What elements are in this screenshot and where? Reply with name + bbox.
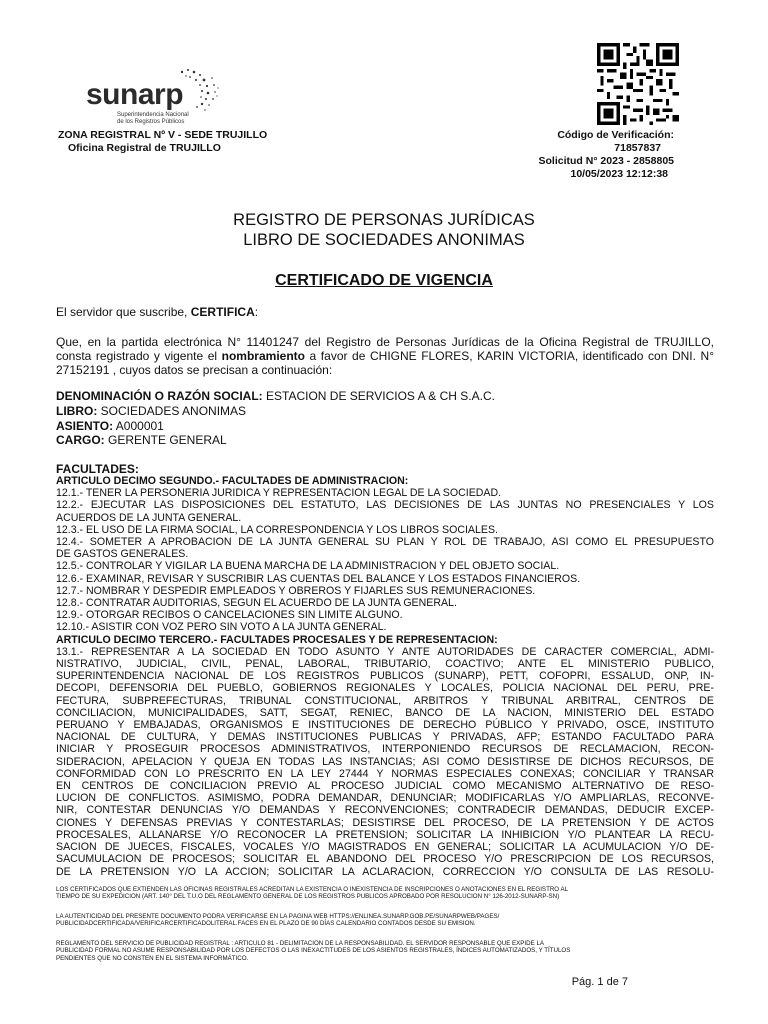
clause-12-1: 12.1.- TENER LA PERSONERIA JURIDICA Y REPRESENTACION LEGAL DE LA SOCIEDAD. [56,487,502,500]
clause-13-1-line: FECTURA, SUBPREFECTURAS, TRIBUNAL CONSTITUCIONAL, ARBITROS Y TRIBUNAL ARBITRAL, CENTROS DE [56,694,714,707]
oficina-registral: Oficina Registral de TRUJILLO [68,142,221,154]
cargo-field: CARGO: GERENTE GENERAL [56,433,227,447]
book-title: LIBRO DE SOCIEDADES ANONIMAS [243,231,525,249]
zona-registral: ZONA REGISTRAL Nº V - SEDE TRUJILLO [58,129,268,141]
clause-13-1-line: CIONES Y DEFENSAS PREVIAS Y CONTESTARLAS; DESISTIRSE DEL PROCESO, DE LA PRETENSION Y DE ACTOS [56,816,714,829]
clause-13-1-line: SUPERINTENDENCIA NACIONAL DE LOS REGISTROS PUBLICOS (SUNARP), PETT, COFOPRI, ESSALUD, ONP, IN- [56,670,714,683]
clause-12-3: 12.3.- EL USO DE LA FIRMA SOCIAL, LA CORRESPONDENCIA Y LOS LIBROS SOCIALES. [56,523,498,536]
verification-label: Código de Verificación: [557,129,674,141]
clause-13-1-line: NIR, CONTESTAR DENUNCIAS Y/O DEMANDAS Y RECONVENCIONES; CONTRADECIR DEMANDAS, DEDUCIR EXCEP- [56,804,714,817]
logo-subtitle-1: Superintendencia Nacional [117,112,189,118]
clause-13-1-line: SACUMULACION DE PROCESOS; SOLICITAR EL ABANDONO DEL PROCESO Y/O PRESCRIPCION DE LOS RECURSOS, [56,853,714,866]
clause-13-1-line: CONCILIACION, MUNICIPALIDADES, SATT, SEGAT, RENIEC, BANCO DE LA NACION, MINISTERIO DEL ESTADO [56,706,714,719]
intro-line: El servidor que suscribe, CERTIFICA: [56,305,259,319]
facultades-heading: FACULTADES: [56,462,139,476]
clause-12-2-cont: ACUERDOS DE LA JUNTA GENERAL. [56,511,242,524]
denominacion-field: DENOMINACIÓN O RAZÓN SOCIAL: ESTACION DE SERVICIOS A & CH S.A.C. [56,389,495,403]
verification-code: 71857837 [614,142,661,154]
clause-13-1-line: NISTRATIVO, JUDICIAL, CIVIL, PENAL, LABORAL, TRIBUTARIO, COACTIVO; ANTE EL MINISTERIO PUBLICO, [56,658,714,671]
clause-13-1-line: INICIAR Y PROSEGUIR PROCESOS ADMINISTRATIVOS, INTERPONIENDO RECURSOS DE RECLAMACION, RECON- [56,743,714,756]
clause-13-1-line: PROCESALES, ALLANARSE Y/O RECONOCER LA PRETENSION; SOLICITAR LA INHIBICION Y/O PLANTEAR LA RECU- [56,828,714,841]
clause-13-1-line: SACION DE JUECES, FISCALES, VOCALES Y/O MAGISTRADOS EN GENERAL; SOLICITAR LA ACUMULACION Y/O DE- [56,841,714,854]
clause-13-1-line: PERUANO Y EMBAJADAS, ORGANISMOS E INSTITUCIONES DE DERECHO PÚBLICO Y PRIVADO, OSCE, INSTITUTO [56,719,714,732]
clause-13-1-line: SIDERACION, APELACION Y QUEJA EN TODAS LAS INSTANCIAS; ASI COMO DESISTIRSE DE DICHOS RECURSOS, DE [56,755,714,768]
clause-12-5: 12.5.- CONTROLAR Y VIGILAR LA BUENA MARCHA DE LA ADMINISTRACION Y DEL OBJETO SOCIAL. [56,560,560,573]
facultades-body [56,475,714,878]
clause-13-1-line: EN CENTROS DE CONCILIACION PREVIO AL PROCESO JUDICIAL COMO MECANISMO ALTERNATIVO DE RESO- [56,780,714,793]
libro-field: LIBRO: SOCIEDADES ANONIMAS [56,404,247,418]
article-12-heading: ARTICULO DECIMO SEGUNDO.- FACULTADES DE ADMINISTRACION: [56,475,409,487]
clause-12-10: 12.10.- ASISTIR CON VOZ PERO SIN VOTO A LA JUNTA GENERAL. [56,621,387,634]
request-number: Solicitud N° 2023 - 2858805 [538,155,674,167]
clause-13-1-line: DE LA PRETENSION Y/O LA ACCION; SOLICITAR LA ACLARACION, CORRECCION Y/O CONSULTA DE LAS RESOLU- [56,865,714,878]
footer-note-2: LA AUTENTICIDAD DEL PRESENTE DOCUMENTO PODRÁ VERIFICARSE EN LA PÁGINA WEB HTTPS://ENLINEA.SUNARP.GOB.PE/SUNARPWEB/PAGES/ PUBLICIDADCERTIFICADA/VERIFICARCERTIFICADOLITERAL.FACES EN EL PLAZO DE 90 DÍAS CALENDARIO CONTADOS DESDE SU EMISION. [56,913,500,928]
clause-12-7: 12.7.- NOMBRAR Y DESPEDIR EMPLEADOS Y OBREROS Y FIJARLES SUS REMUNERACIONES. [56,584,536,597]
logo-subtitle-2: de los Registros Públicos [117,119,185,125]
clause-13-1-line: NACIONAL DE CULTURA, Y DEMAS INSTITUCIONES PUBLICAS Y PRIVADAS, AFP; ESTANDO FACULTADO PARA [56,731,714,744]
registry-title: REGISTRO DE PERSONAS JURÍDICAS [233,211,535,229]
intro-paragraph: Que, en la partida electrónica N° 11401247 del Registro de Personas Jurídicas de la Oficina Registral de TRUJILLO, consta registrado y vigente el nombramiento a favor de CHIGNE FLORES, KARIN VICTORIA, identificado con DNI. N° 27152191 , cuyos datos se precisan a continuación: [56,335,715,377]
article-13-heading: ARTICULO DECIMO TERCERO.- FACULTADES PROCESALES Y DE REPRESENTACION: [56,633,498,646]
certificate-title: CERTIFICADO DE VIGENCIA [275,272,493,289]
clause-13-1-line: LUCION DE CONFLICTOS. ASIMISMO, PODRA DEMANDAR, DENUNCIAR; MODIFICARLAS Y/O AMPLIARLAS, RECONVE- [56,792,714,805]
clause-13-1-line: CONFORMIDAD CON LO PRESCRITO EN LA LEY 27444 Y NORMAS ESPECIALES CONEXAS; CONCILIAR Y TRANSAR [56,767,714,780]
asiento-field: ASIENTO: A000001 [56,419,164,433]
clause-12-6: 12.6.- EXAMINAR, REVISAR Y SUSCRIBIR LAS CUENTAS DEL BALANCE Y LOS ESTADOS FINANCIEROS. [56,572,581,585]
footer-note-3: REGLAMENTO DEL SERVICIO DE PUBLICIDAD REGISTRAL : ARTÍCULO 81 - DELIMITACIÓN DE LA RESPONSABILIDAD. EL SERVIDOR RESPONSABLE QUE EXPIDE LA PUBLICIDAD FORMAL NO ASUME RESPONSABILIDAD POR LOS DEFECTOS O LAS INEXACTITUDES DE LOS ASIENTOS REGISTRALES, ÍNDICES AUTOMATIZADOS, Y TÍTULOS PENDIENTES QUE NO CONSTEN EN EL SISTEMA INFORMÁTICO. [56,940,571,962]
clause-12-2: 12.2.- EJECUTAR LAS DISPOSICIONES DEL ESTATUTO, LAS DECISIONES DE LAS JUNTAS NO PRESENCIALES Y LOS [56,499,714,512]
clause-12-4-cont: DE GASTOS GENERALES. [56,548,189,561]
qr-code [597,43,679,125]
sunarp-logo [86,66,236,128]
clause-12-4: 12.4.- SOMETER A APROBACION DE LA JUNTA GENERAL SU PLAN Y ROL DE TRABAJO, ASI COMO EL PRESUPUESTO [56,536,714,549]
page-number: Pág. 1 de 7 [571,976,628,988]
request-datetime: 10/05/2023 12:12:38 [570,168,668,180]
footer-note-1: LOS CERTIFICADOS QUE EXTIENDEN LAS OFICINAS REGISTRALES ACREDITAN LA EXISTENCIA O INEXISTENCIA DE INSCRIPCIONES O ANOTACIONES EN EL REGISTRO AL TIEMPO DE SU EXPEDICION (ART. 140° DEL T.U.O DEL REGLAMENTO GENERAL DE LOS REGISTROS PUBLICOS APROBADO POR RESOLUCION N° 126-2012-SUNARP-SN) [56,886,569,901]
clause-12-9: 12.9.- OTORGAR RECIBOS O CANCELACIONES SIN LIMITE ALGUNO. [56,609,403,622]
clause-13-1-line: 13.1.- REPRESENTAR A LA SOCIEDAD EN TODO ASUNTO Y ANTE AUTORIDADES DE CARACTER COMERCIAL, ADMI- [56,645,714,658]
clause-13-1-line: DECOPI, DEFENSORIA DEL PUEBLO, GOBIERNOS REGIONALES Y LOCALES, POLICIA NACIONAL DEL PERU, PRE- [56,682,714,695]
clause-12-8: 12.8.- CONTRATAR AUDITORIAS, SEGUN EL ACUERDO DE LA JUNTA GENERAL. [56,597,457,610]
logo-wordmark: sunarp [86,78,184,111]
certifica-word: CERTIFICA [190,305,255,319]
